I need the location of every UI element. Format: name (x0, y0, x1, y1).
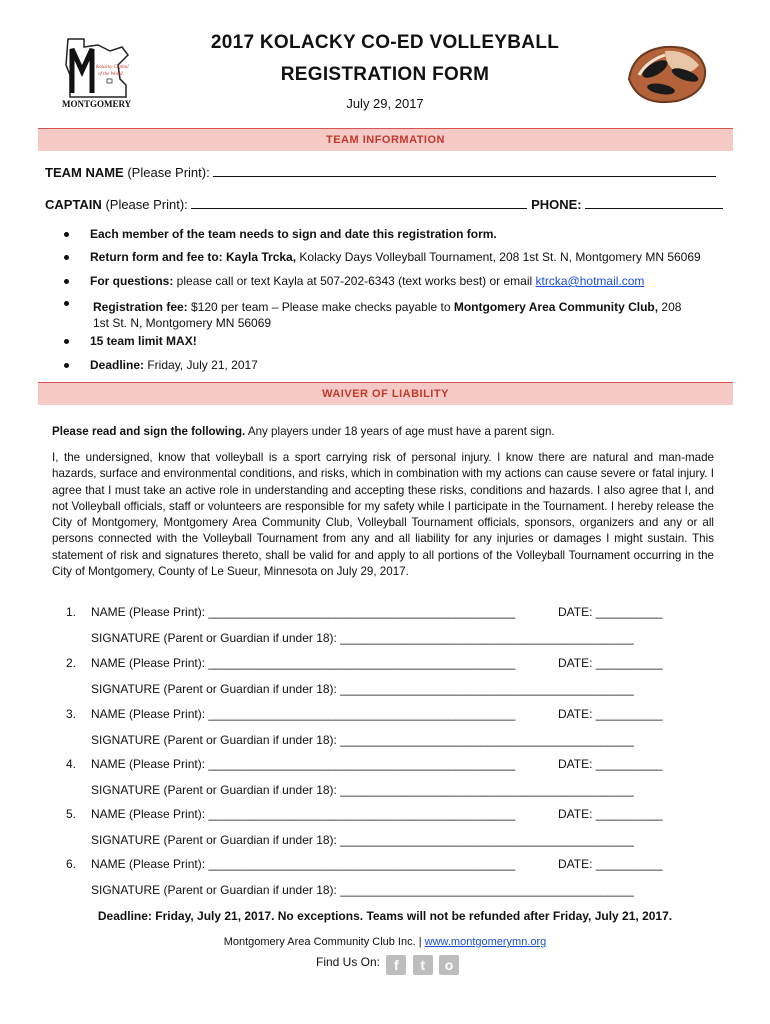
captain-label: CAPTAIN (45, 197, 102, 212)
signature-field[interactable]: SIGNATURE (Parent or Guardian if under 18): ____________________________________________ (91, 783, 634, 797)
date-field[interactable]: DATE: __________ (558, 857, 663, 871)
phone-label: PHONE: (531, 197, 582, 212)
date-field[interactable]: DATE: __________ (558, 807, 663, 821)
waiver-intro: Please read and sign the following. Any players under 18 years of age must have a parent sign. (52, 425, 555, 438)
entry-number: 1. (66, 605, 77, 619)
bullet-item: For questions: please call or text Kayla at 507-202-6343 (text works best) or email ktrcka@hotmail.com (90, 274, 644, 288)
team-name-hint: (Please Print): (127, 165, 210, 180)
entry-number: 3. (66, 707, 77, 721)
find-us-label: Find Us On: (316, 955, 381, 969)
name-print-field[interactable]: NAME (Please Print): ______________________________________________ (91, 757, 516, 771)
name-print-field[interactable]: NAME (Please Print): ______________________________________________ (91, 605, 516, 619)
signature-field[interactable]: SIGNATURE (Parent or Guardian if under 18): ____________________________________________ (91, 682, 634, 696)
footer-org-line (0, 936, 770, 948)
team-information-band: TEAM INFORMATION (38, 128, 733, 151)
twitter-icon[interactable]: t (413, 955, 433, 975)
team-name-field[interactable] (213, 164, 716, 177)
date-field[interactable]: DATE: __________ (558, 757, 663, 771)
form-date: July 29, 2017 (346, 96, 424, 111)
team-name-label: TEAM NAME (45, 165, 124, 180)
entry-number: 2. (66, 656, 77, 670)
kolacky-pastry-image (625, 41, 708, 105)
entry-number: 4. (66, 757, 77, 771)
signature-field[interactable]: SIGNATURE (Parent or Guardian if under 18): ____________________________________________ (91, 833, 634, 847)
website-link[interactable]: www.montgomerymn.org (424, 936, 547, 948)
name-print-field[interactable]: NAME (Please Print): ______________________________________________ (91, 857, 516, 871)
bullet-item: Each member of the team needs to sign and date this registration form. (90, 227, 497, 241)
name-print-field[interactable]: NAME (Please Print): ______________________________________________ (91, 807, 516, 821)
bullet-item: Return form and fee to: Kayla Trcka, Kolacky Days Volleyball Tournament, 208 1st St. N, Montgomery MN 56069 (90, 250, 701, 264)
svg-text:Kolacky Capital: Kolacky Capital (96, 65, 129, 70)
entry-number: 6. (66, 857, 77, 871)
form-title-line1: 2017 KOLACKY CO-ED VOLLEYBALL (210, 32, 560, 53)
signature-field[interactable]: SIGNATURE (Parent or Guardian if under 18): ____________________________________________ (91, 631, 634, 645)
team-name-row (45, 164, 716, 180)
logo-text: MONTGOMERY (62, 99, 132, 109)
bullet-item: Deadline: Friday, July 21, 2017 (90, 358, 258, 372)
form-title-line2: REGISTRATION FORM (280, 64, 490, 85)
date-field[interactable]: DATE: __________ (558, 707, 663, 721)
svg-text:of the World: of the World (98, 72, 123, 77)
bullet-item: 15 team limit MAX! (90, 334, 197, 348)
signature-field[interactable]: SIGNATURE (Parent or Guardian if under 18): ____________________________________________ (91, 883, 634, 897)
email-link[interactable]: ktrcka@hotmail.com (535, 274, 645, 288)
name-print-field[interactable]: NAME (Please Print): ______________________________________________ (91, 656, 516, 670)
find-us-row (316, 955, 459, 975)
instagram-icon[interactable]: o (439, 955, 459, 975)
date-field[interactable]: DATE: __________ (558, 605, 663, 619)
facebook-icon[interactable]: f (386, 955, 406, 975)
signature-field[interactable]: SIGNATURE (Parent or Guardian if under 18): ____________________________________________ (91, 733, 634, 747)
waiver-paragraph: I, the undersigned, know that volleyball is a sport carrying risk of personal injury. I know there are natural and man-made hazards, surface and environmental conditions, and risks, which in combination with my actions can cause severe or fatal injury. I agree that I must take an active role in understanding and accepting these risks, conditions and hazards. I also agree that I, and not Volleyball officials, staff or volunteers are responsible for my safety while I participate in the Tournament. I hereby release the City of Montgomery, Montgomery Area Community Club, Volleyball Tournament officials, sponsors, organizers and any or all persons connected with the Volleyball Tournament from any and all liability for any injuries or damages I might sustain. This statement of risk and signatures thereto, shall be valid for and apply to all portions of the Volleyball Tournament occurring in the City of Montgomery, County of Le Sueur, Minnesota on July 29, 2017. (52, 451, 714, 579)
deadline-notice: Deadline: Friday, July 21, 2017. No exceptions. Teams will not be refunded after Friday, July 21, 2017. (97, 909, 673, 923)
captain-hint: (Please Print): (105, 197, 188, 212)
org-name: Montgomery Area Community Club Inc. | (223, 936, 425, 948)
bullet-item-continued: 1st St. N, Montgomery MN 56069 (93, 316, 272, 330)
waiver-band: WAIVER OF LIABILITY (38, 382, 733, 405)
date-field[interactable]: DATE: __________ (558, 656, 663, 670)
bullet-item: Registration fee: $120 per team – Please make checks payable to Montgomery Area Community Club, 208 (93, 300, 681, 314)
captain-field[interactable] (191, 196, 527, 209)
captain-row (45, 196, 723, 212)
entry-number: 5. (66, 807, 77, 821)
name-print-field[interactable]: NAME (Please Print): ______________________________________________ (91, 707, 516, 721)
phone-field[interactable] (585, 196, 723, 209)
